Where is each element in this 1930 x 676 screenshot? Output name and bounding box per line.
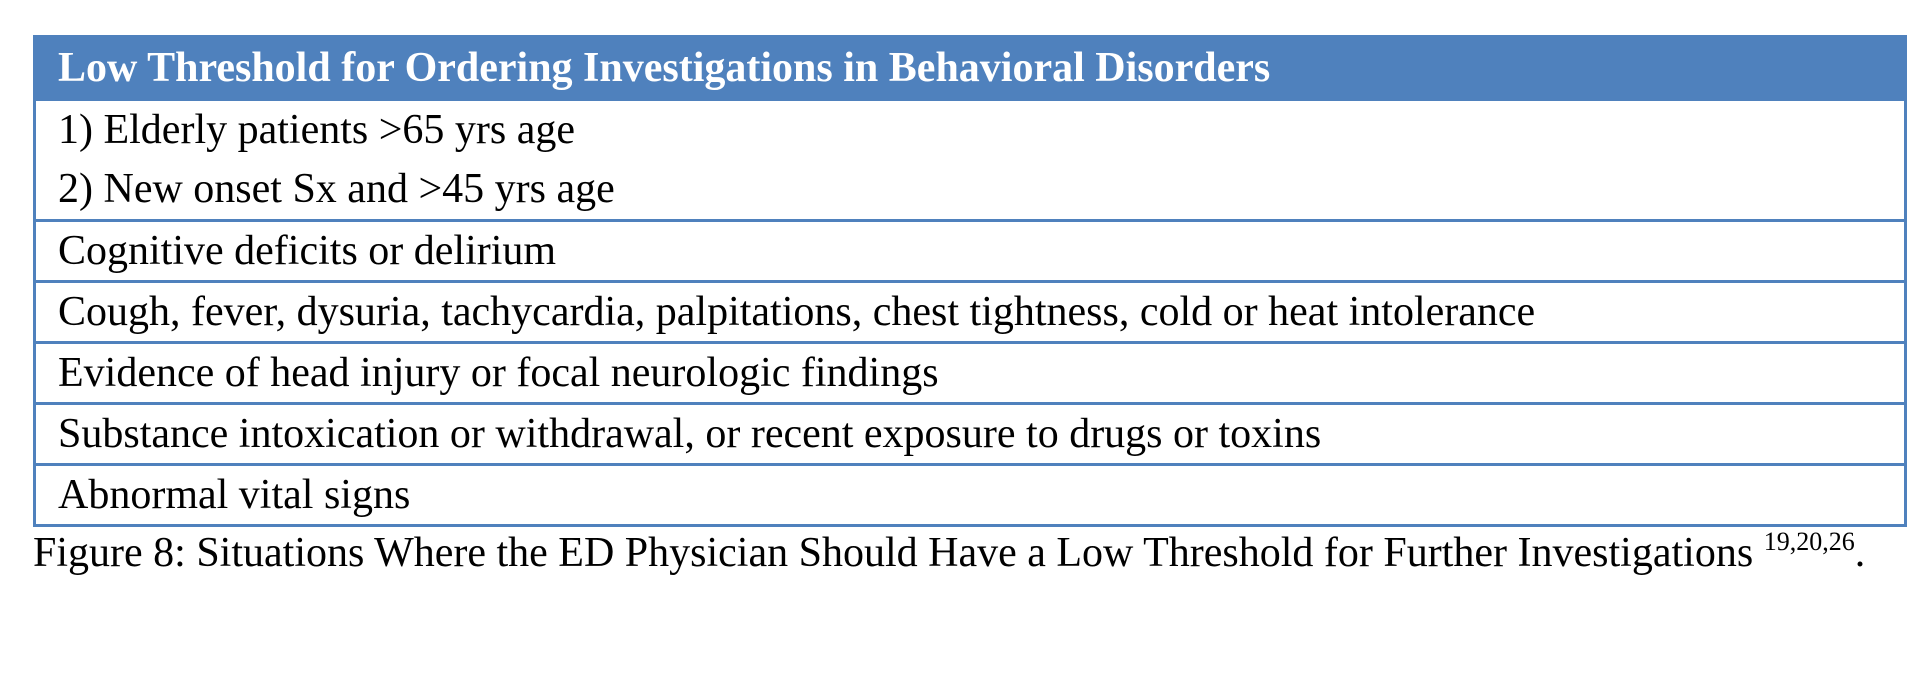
caption-citations: 19,20,26 [1763,527,1855,556]
row-line-new-onset: 2) New onset Sx and >45 yrs age [58,166,615,212]
caption-text: Figure 8: Situations Where the ED Physician Should Have a Low Threshold for Further Investigations [33,530,1764,576]
figure-caption [33,523,1893,583]
investigations-table [33,35,1907,527]
table-row-vital-signs: Abnormal vital signs [36,463,1904,524]
table-row-head-injury: Evidence of head injury or focal neurologic findings [36,341,1904,402]
table-row-symptoms: Cough, fever, dysuria, tachycardia, palpitations, chest tightness, cold or heat intolerance [36,280,1904,341]
table-row-substance: Substance intoxication or withdrawal, or recent exposure to drugs or toxins [36,402,1904,463]
table-row-cognitive: Cognitive deficits or delirium [36,219,1904,280]
table-row-age-criteria [36,98,1904,219]
row-line-elderly: 1) Elderly patients >65 yrs age [58,107,576,153]
caption-end: . [1854,530,1866,576]
table-header: Low Threshold for Ordering Investigations in Behavioral Disorders [36,38,1904,98]
